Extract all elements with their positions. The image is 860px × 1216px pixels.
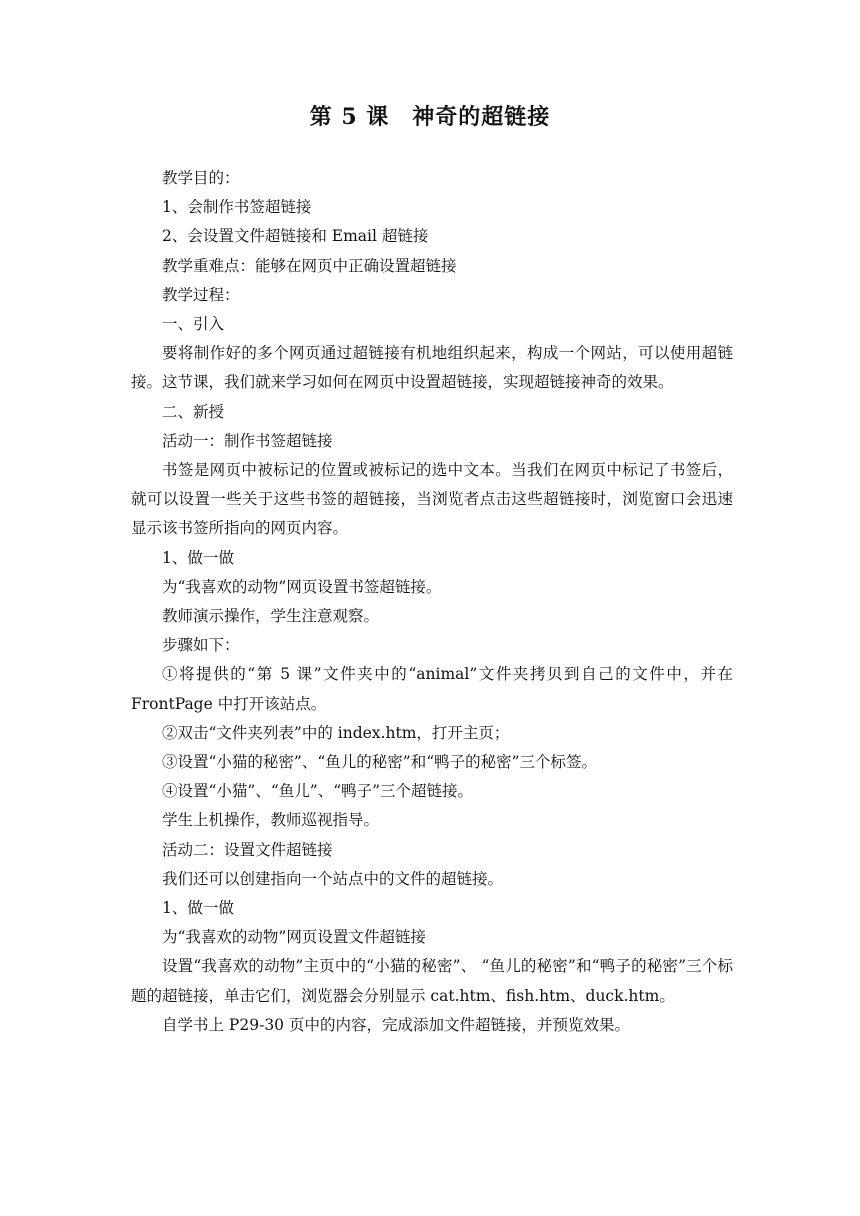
paragraph-file-link-details: 设置“我喜欢的动物”主页中的“小猫的秘密”、 “鱼儿的秘密”和“鸭子的秘密”三个标题的超链接，单击它们，浏览器会分别显示 cat.htm、fish.htm、duck.htm。	[131, 957, 733, 1005]
paragraph-step-3: ③设置“小猫的秘密”、“鱼儿的秘密”和“鸭子的秘密”三个标签。	[162, 753, 598, 772]
paragraph-process-heading: 教学过程：	[162, 285, 240, 304]
paragraph-task-bookmark: 为“我喜欢的动物”网页设置书签超链接。	[162, 577, 442, 596]
paragraph-try-it-2: 1、做一做	[162, 899, 234, 918]
paragraph-student-practice: 学生上机操作，教师巡视指导。	[162, 811, 380, 830]
paragraph-objectives-heading: 教学目的：	[162, 169, 240, 187]
paragraph-task-file-link: 为“我喜欢的动物”网页设置文件超链接	[162, 928, 426, 947]
paragraph-bookmark-definition: 书签是网页中被标记的位置或被标记的选中文本。当我们在网页中标记了书签后，就可以设置一些关于这些书签的超链接，当浏览者点击这些超链接时，浏览窗口会迅速显示该书签所指向的网页内容。	[131, 461, 733, 538]
paragraph-steps-heading: 步骤如下：	[162, 636, 240, 655]
paragraph-section-intro: 一、引入	[162, 315, 225, 334]
paragraph-teacher-demo: 教师演示操作，学生注意观察。	[162, 607, 380, 626]
document-title: 第 5 课 神奇的超链接	[309, 104, 551, 130]
paragraph-key-points: 教学重难点：能够在网页中正确设置超链接	[162, 256, 457, 275]
paragraph-try-it-1: 1、做一做	[162, 548, 234, 567]
paragraph-activity-2: 活动二：设置文件超链接	[162, 840, 333, 859]
paragraph-objective-1: 1、会制作书签超链接	[162, 198, 312, 217]
paragraph-step-1: ①将提供的“第 5 课”文件夹中的“animal”文件夹拷贝到自己的文件中，并在 FrontPage 中打开该站点。	[131, 665, 733, 713]
paragraph-file-link-intro: 我们还可以创建指向一个站点中的文件的超链接。	[162, 869, 504, 888]
paragraph-intro-text: 要将制作好的多个网页通过超链接有机地组织起来，构成一个网站，可以使用超链接。这节课，我们就来学习如何在网页中设置超链接，实现超链接神奇的效果。	[131, 344, 733, 392]
paragraph-self-study: 自学书上 P29-30 页中的内容，完成添加文件超链接，并预览效果。	[162, 1015, 630, 1034]
paragraph-step-2: ②双击“文件夹列表”中的 index.htm，打开主页；	[162, 723, 510, 742]
paragraph-section-new: 二、新授	[162, 402, 225, 421]
paragraph-objective-2: 2、会设置文件超链接和 Email 超链接	[162, 227, 429, 246]
paragraph-step-4: ④设置“小猫”、“鱼儿”、“鸭子”三个超链接。	[162, 782, 474, 801]
document-body	[131, 164, 733, 1040]
paragraph-activity-1: 活动一：制作书签超链接	[162, 431, 333, 450]
